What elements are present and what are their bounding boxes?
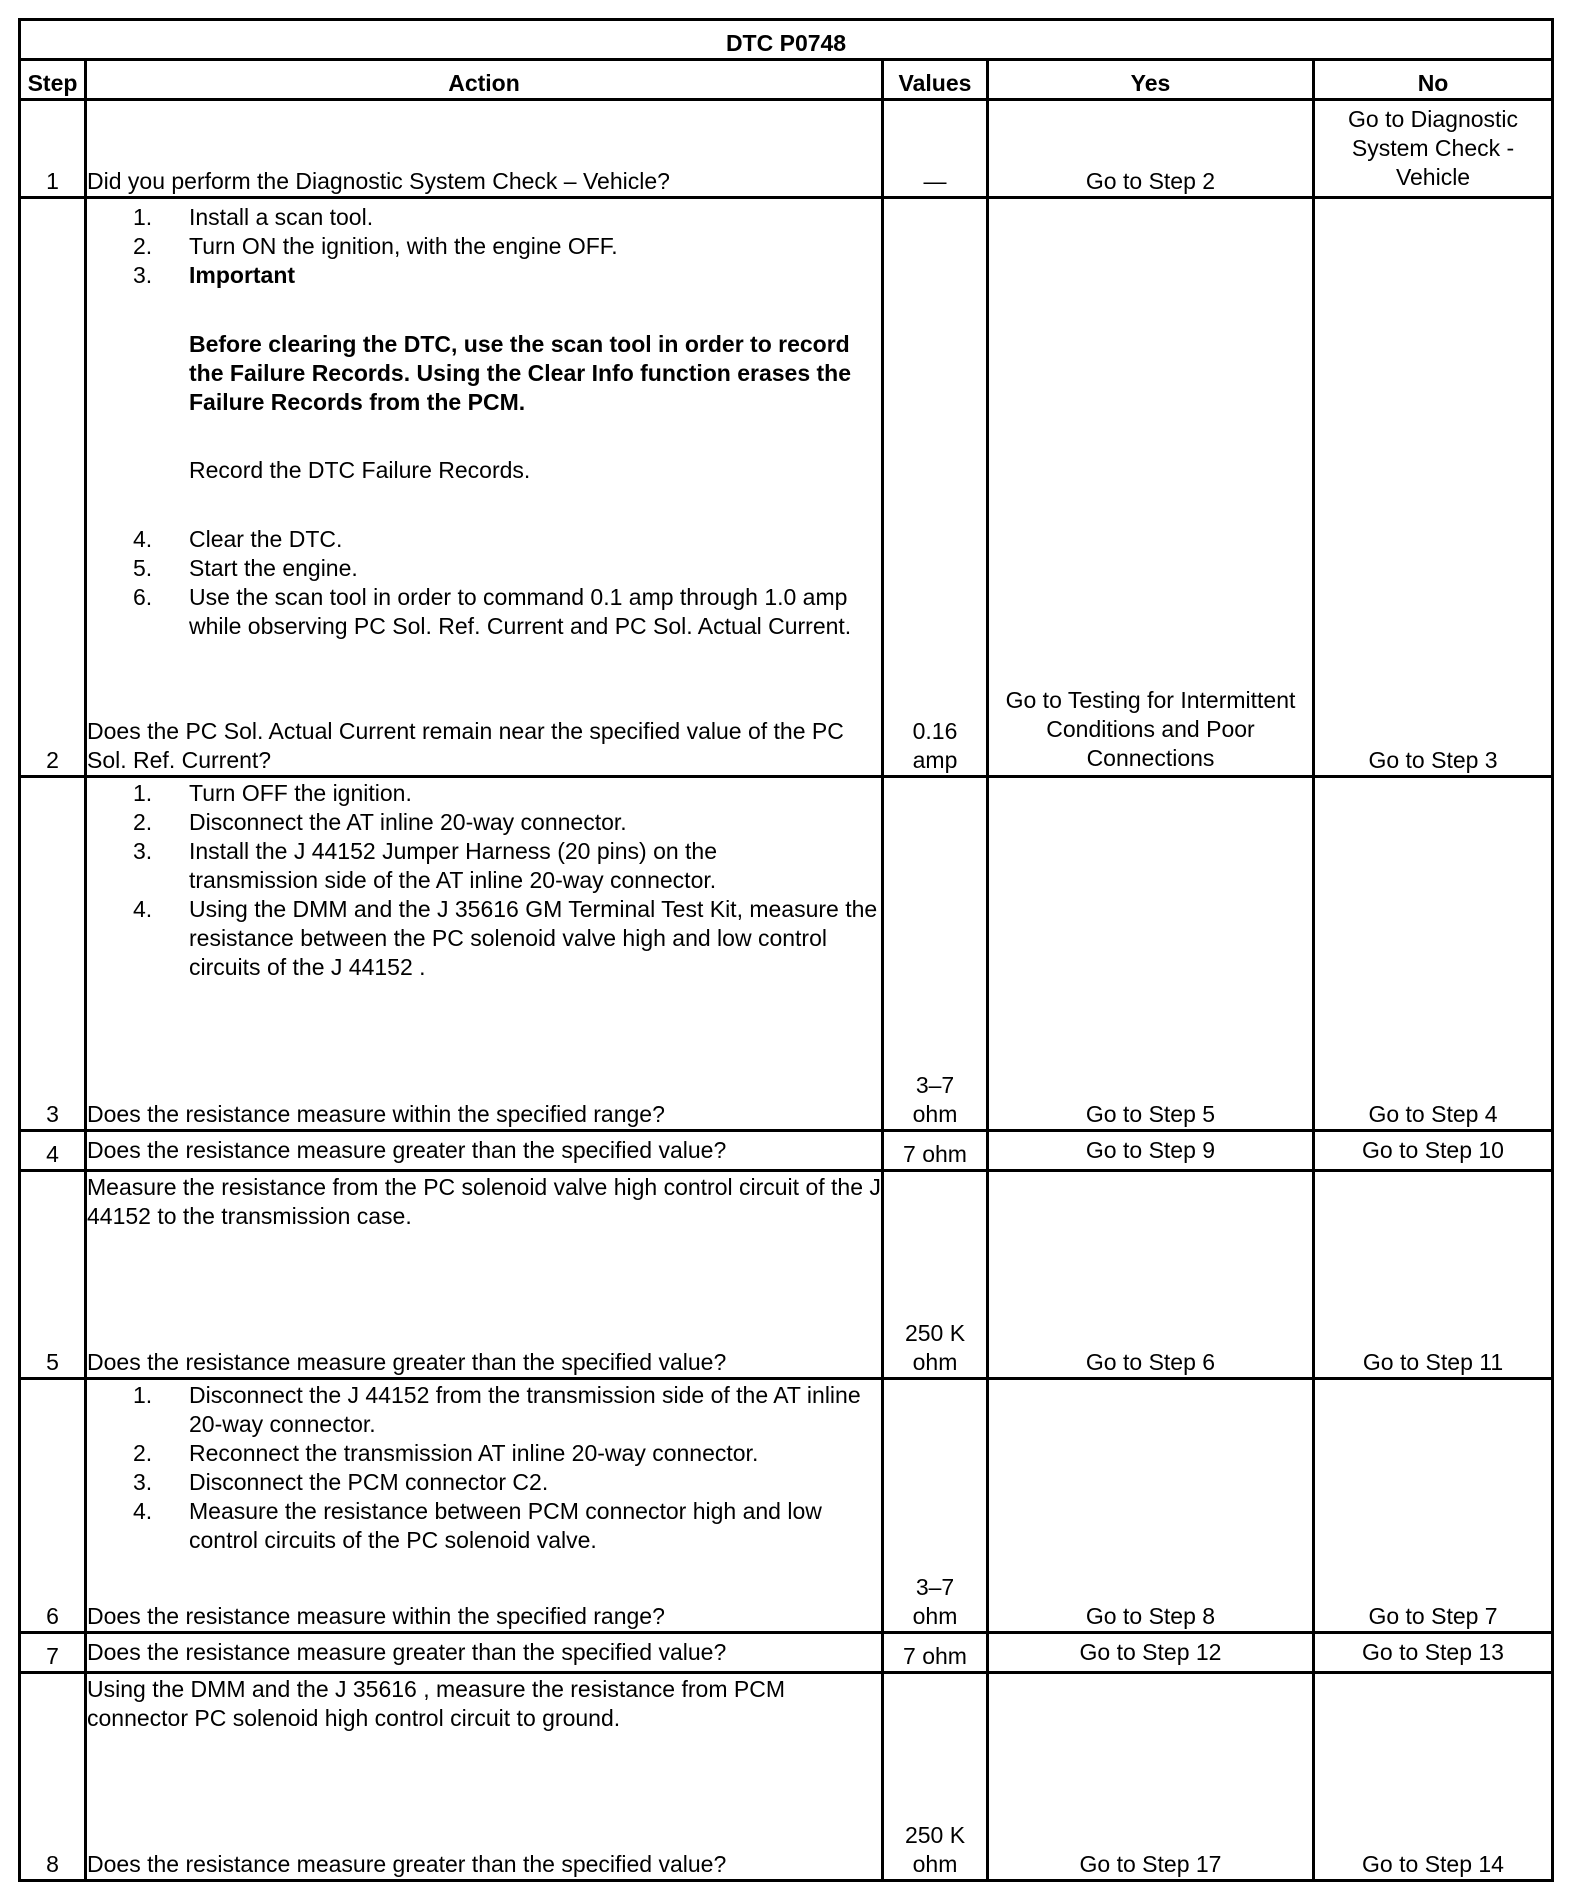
action-question: Does the resistance measure greater than the specified value? xyxy=(87,1349,727,1375)
action-cell xyxy=(86,1633,883,1673)
action-question: Does the resistance measure within the specified range? xyxy=(87,1603,665,1629)
no-cell: Go to Step 14 xyxy=(1314,1673,1553,1881)
table-row xyxy=(20,198,1553,777)
list-item: 2. Reconnect the transmission AT inline 20-way connector. xyxy=(133,1440,759,1466)
no-cell: Go to Step 11 xyxy=(1314,1171,1553,1379)
step-number: 8 xyxy=(20,1673,86,1881)
yes-cell: Go to Step 2 xyxy=(988,100,1314,198)
list-item: 4. Clear the DTC. xyxy=(133,526,343,552)
step-number: 1 xyxy=(20,100,86,198)
yes-cell: Go to Step 8 xyxy=(988,1379,1314,1633)
yes-cell: Go to Step 17 xyxy=(988,1673,1314,1881)
step-number: 3 xyxy=(20,777,86,1131)
action-question: Does the PC Sol. Actual Current remain near the specified value of the PC Sol. Ref. Current? xyxy=(87,718,844,773)
table-row xyxy=(20,777,1553,1131)
record-note: Record the DTC Failure Records. xyxy=(189,457,531,483)
action-text: Measure the resistance from the PC solenoid valve high control circuit of the J 44152 to the transmission case. xyxy=(87,1174,881,1229)
step-number: 2 xyxy=(20,198,86,777)
yes-cell: Go to Step 6 xyxy=(988,1171,1314,1379)
header-step: Step xyxy=(20,60,86,100)
header-action: Action xyxy=(86,60,883,100)
no-cell: Go to Step 13 xyxy=(1314,1633,1553,1673)
no-cell: Go to Step 4 xyxy=(1314,777,1553,1131)
list-item: 1. Turn OFF the ignition. xyxy=(133,780,412,806)
table-row xyxy=(20,100,1553,198)
value-cell: 3–7 ohm xyxy=(883,1379,988,1633)
action-list xyxy=(87,525,881,641)
action-cell xyxy=(86,100,883,198)
header-yes: Yes xyxy=(988,60,1314,100)
dtc-table xyxy=(18,18,1554,1882)
action-list xyxy=(87,1381,881,1555)
action-text: Did you perform the Diagnostic System Check – Vehicle? xyxy=(87,168,670,194)
action-list xyxy=(87,779,881,982)
list-item: 3. Install the J 44152 Jumper Harness (20 pins) on the transmission side of the AT inline 20-way connector. xyxy=(133,838,718,893)
list-item: 1. Install a scan tool. xyxy=(133,204,374,230)
value-cell: — xyxy=(883,100,988,198)
table-title: DTC P0748 xyxy=(20,20,1553,60)
step-number: 5 xyxy=(20,1171,86,1379)
table-row xyxy=(20,1673,1553,1881)
action-cell xyxy=(86,1673,883,1881)
list-item: 2. Disconnect the AT inline 20-way connector. xyxy=(133,809,627,835)
action-cell xyxy=(86,1131,883,1171)
step-number: 7 xyxy=(20,1633,86,1673)
table-row xyxy=(20,1171,1553,1379)
action-cell xyxy=(86,777,883,1131)
list-item: 2. Turn ON the ignition, with the engine OFF. xyxy=(133,233,618,259)
yes-cell: Go to Testing for Intermittent Conditions and Poor Connections xyxy=(988,198,1314,777)
list-item: 3. Important xyxy=(133,262,296,288)
value-cell: 7 ohm xyxy=(883,1633,988,1673)
value-cell: 3–7 ohm xyxy=(883,777,988,1131)
list-item: 4. Using the DMM and the J 35616 GM Terminal Test Kit, measure the resistance between the PC solenoid valve high and low control circuits of the J 44152 . xyxy=(133,896,878,980)
value-cell: 250 K ohm xyxy=(883,1673,988,1881)
yes-cell: Go to Step 9 xyxy=(988,1131,1314,1171)
table-row xyxy=(20,1379,1553,1633)
no-cell: Go to Diagnostic System Check - Vehicle xyxy=(1314,100,1553,198)
yes-cell: Go to Step 5 xyxy=(988,777,1314,1131)
header-values: Values xyxy=(883,60,988,100)
important-note: Before clearing the DTC, use the scan tool in order to record the Failure Records. Using the Clear Info function erases the Failure Records from the PCM. xyxy=(189,331,852,415)
yes-cell: Go to Step 12 xyxy=(988,1633,1314,1673)
step-number: 4 xyxy=(20,1131,86,1171)
list-item: 5. Start the engine. xyxy=(133,555,358,581)
action-cell xyxy=(86,1171,883,1379)
step-number: 6 xyxy=(20,1379,86,1633)
action-text: Using the DMM and the J 35616 , measure the resistance from PCM connector PC solenoid high control circuit to ground. xyxy=(87,1676,785,1731)
table-row xyxy=(20,1131,1553,1171)
action-cell xyxy=(86,198,883,777)
value-cell: 0.16 amp xyxy=(883,198,988,777)
no-cell: Go to Step 7 xyxy=(1314,1379,1553,1633)
no-cell: Go to Step 3 xyxy=(1314,198,1553,777)
list-item: 4. Measure the resistance between PCM connector high and low control circuits of the PC solenoid valve. xyxy=(133,1498,822,1553)
no-cell: Go to Step 10 xyxy=(1314,1131,1553,1171)
action-question: Does the resistance measure greater than the specified value? xyxy=(87,1851,727,1877)
value-cell: 7 ohm xyxy=(883,1131,988,1171)
action-question: Does the resistance measure within the specified range? xyxy=(87,1101,665,1127)
value-cell: 250 K ohm xyxy=(883,1171,988,1379)
action-cell xyxy=(86,1379,883,1633)
list-item: 6. Use the scan tool in order to command 0.1 amp through 1.0 amp while observing PC Sol. Ref. Current and PC Sol. Actual Current. xyxy=(133,584,852,639)
table-row xyxy=(20,1633,1553,1673)
list-item: 3. Disconnect the PCM connector C2. xyxy=(133,1469,549,1495)
header-no: No xyxy=(1314,60,1553,100)
action-question: Does the resistance measure greater than the specified value? xyxy=(87,1137,727,1163)
action-list xyxy=(87,203,881,290)
action-question: Does the resistance measure greater than the specified value? xyxy=(87,1639,727,1665)
list-item: 1. Disconnect the J 44152 from the transmission side of the AT inline 20-way connector. xyxy=(133,1382,861,1437)
